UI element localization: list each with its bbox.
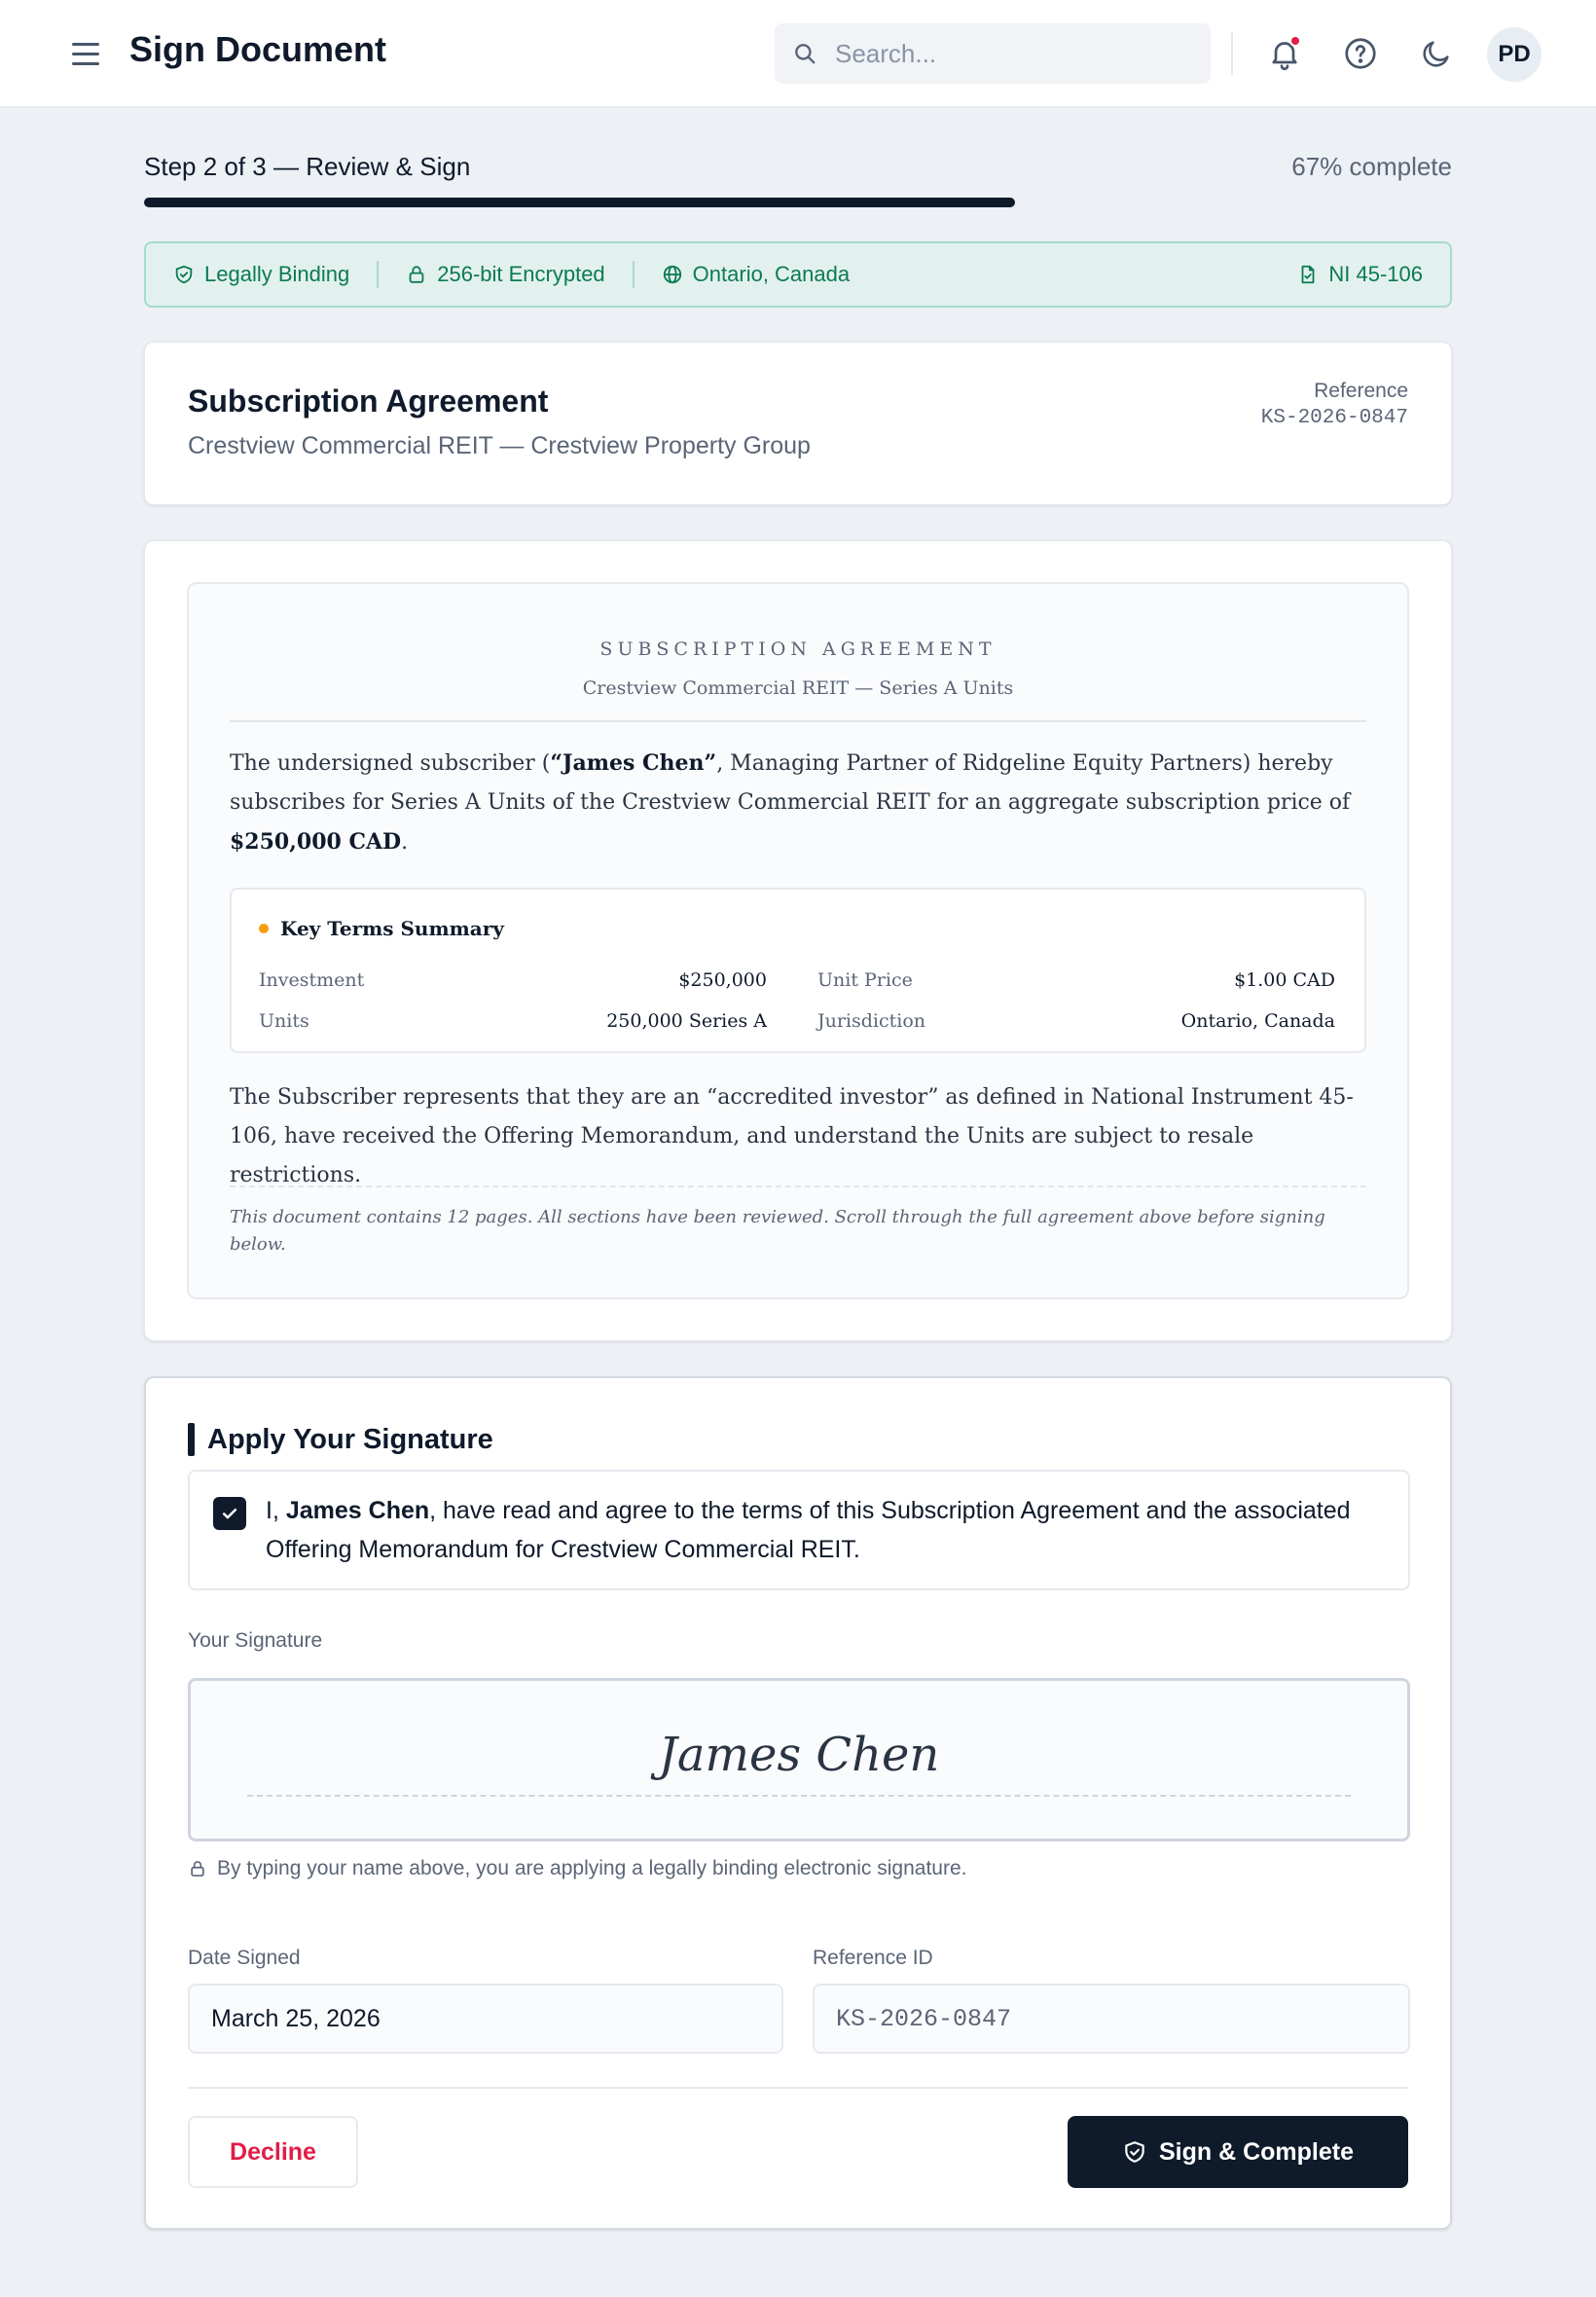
progress-bar-fill	[144, 198, 1015, 207]
agreement-paragraph: The Subscriber represents that they are an “accredited investor” as defined in National Instrument 45-106, have received the Offering Memorandum, and understand the Units are subject to resale restrictions.	[230, 1085, 1354, 1187]
divider	[188, 2087, 1408, 2089]
trust-item-jurisdiction	[662, 262, 850, 287]
shield-check-icon	[1122, 2139, 1147, 2165]
search-input[interactable]	[835, 23, 1195, 84]
agreement-paragraph: The undersigned subscriber (“James Chen”, Managing Partner of Ridgeline Equity Partners) hereby subscribes for Series A Units of the Crestview Commercial REIT for an aggregate subscription price of $250,000 CAD.	[230, 750, 1351, 855]
trust-divider	[633, 261, 635, 288]
agreement-subheading: Crestview Commercial REIT — Series A Units	[582, 677, 1014, 699]
reference-id-label: Reference ID	[813, 1947, 933, 1969]
moon-icon	[1420, 37, 1453, 70]
trust-item-regulation	[1297, 262, 1423, 287]
document-subtitle: Crestview Commercial REIT — Crestview Property Group	[188, 432, 811, 459]
trust-divider	[377, 261, 379, 288]
signature-heading: Apply Your Signature	[188, 1423, 493, 1456]
trust-label: NI 45-106	[1328, 262, 1423, 286]
consent-checkbox[interactable]	[213, 1497, 246, 1530]
lock-icon	[188, 1859, 207, 1878]
term-row: Unit Price $1.00 CAD	[817, 969, 1335, 991]
notifications-button[interactable]	[1262, 31, 1307, 76]
decline-button[interactable]: Decline	[188, 2116, 358, 2188]
term-row: Investment $250,000	[259, 969, 767, 991]
page-title: Sign Document	[129, 29, 387, 69]
signature-baseline	[247, 1795, 1351, 1797]
header-divider	[1231, 32, 1233, 75]
agreement-heading: SUBSCRIPTION AGREEMENT	[599, 638, 997, 660]
date-signed-field[interactable]: March 25, 2026	[188, 1984, 783, 2054]
consent-text: I, James Chen, have read and agree to the terms of this Subscription Agreement and the associated Offering Memorandum for Crestview Commercial REIT.	[266, 1497, 1351, 1563]
shield-check-icon	[173, 264, 195, 285]
key-terms-title: Key Terms Summary	[259, 917, 504, 940]
legal-note: By typing your name above, you are applying a legally binding electronic signature.	[188, 1857, 966, 1880]
step-indicator: Step 2 of 3 — Review & Sign	[144, 152, 471, 181]
term-row: Units 250,000 Series A	[259, 1010, 767, 1032]
avatar[interactable]: PD	[1487, 27, 1542, 82]
trust-label: Ontario, Canada	[692, 262, 851, 286]
signature-field[interactable]	[188, 1678, 1410, 1841]
theme-toggle-button[interactable]	[1414, 31, 1459, 76]
signer-name: James Chen	[285, 1497, 430, 1524]
menu-icon[interactable]	[68, 37, 103, 70]
term-row: Jurisdiction Ontario, Canada	[817, 1010, 1335, 1032]
bullet-dot	[259, 924, 269, 933]
progress-percent: 67% complete	[1291, 152, 1452, 181]
key-terms-summary	[230, 888, 1366, 1053]
sign-complete-button[interactable]	[1068, 2116, 1408, 2188]
date-label: Date Signed	[188, 1947, 301, 1969]
reference-label: Reference	[1314, 380, 1408, 402]
trust-label: 256-bit Encrypted	[437, 262, 605, 286]
document-body-card	[144, 540, 1452, 1341]
progress-bar	[144, 198, 1452, 207]
top-bar	[0, 0, 1596, 107]
sign-button-label: Sign & Complete	[1158, 2137, 1354, 2166]
trust-bar	[144, 241, 1452, 308]
divider	[230, 1185, 1366, 1187]
reference-code: KS-2026-0847	[1260, 407, 1408, 429]
signature-label: Your Signature	[188, 1629, 323, 1652]
help-icon	[1343, 36, 1378, 71]
divider	[230, 720, 1366, 722]
document-header-card	[144, 342, 1452, 505]
signature-value: James Chen	[658, 1728, 940, 1782]
trust-item-encrypted	[406, 262, 604, 287]
trust-label: Legally Binding	[204, 262, 350, 286]
search-icon	[792, 41, 817, 66]
agreement-preview[interactable]	[187, 582, 1409, 1299]
help-button[interactable]	[1338, 31, 1383, 76]
globe-icon	[662, 264, 683, 285]
document-title: Subscription Agreement	[188, 383, 549, 419]
review-note: This document contains 12 pages. All sections have been reviewed. Scroll through the full agreement above before signing below.	[230, 1207, 1325, 1255]
consent-checkbox-row[interactable]	[188, 1470, 1410, 1590]
signature-card	[144, 1376, 1452, 2230]
check-icon	[220, 1504, 239, 1523]
subscriber-name: “James Chen”	[550, 750, 717, 776]
trust-item-legally-binding	[173, 262, 349, 287]
lock-icon	[406, 264, 427, 285]
notification-dot	[1289, 35, 1301, 47]
subscription-amount: $250,000 CAD	[230, 829, 402, 855]
document-check-icon	[1297, 264, 1319, 285]
reference-id-field: KS-2026-0847	[813, 1984, 1410, 2054]
search-box[interactable]	[775, 23, 1211, 84]
